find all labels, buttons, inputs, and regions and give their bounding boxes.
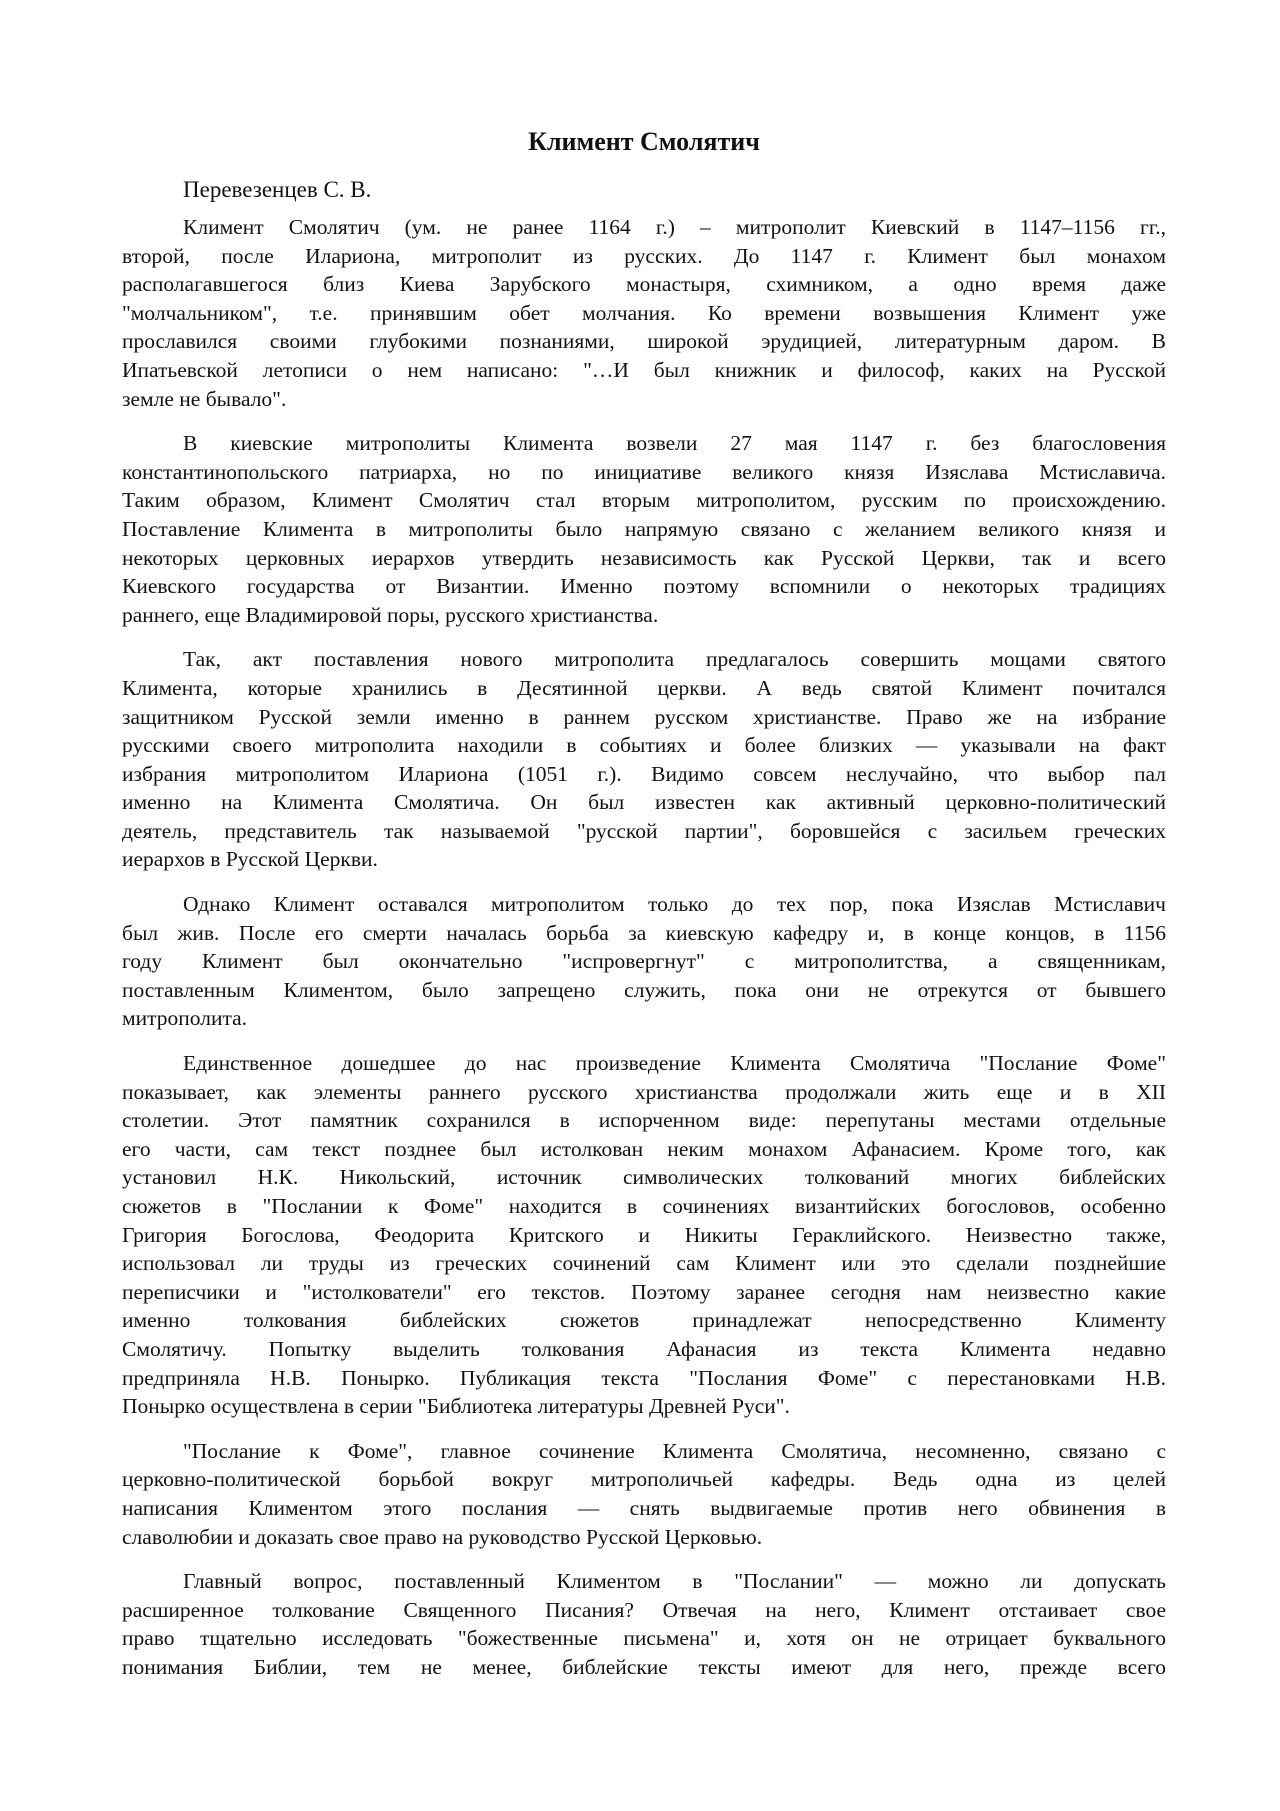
paragraph — [122, 213, 1166, 413]
text-line: Понырко осуществлена в серии "Библиотека литературы Древней Руси". — [122, 1394, 790, 1419]
document-title: Климент Смолятич — [528, 127, 760, 156]
text-line: константинопольского патриарха, но по инициативе великого князя Изяслава Мстиславича. — [122, 459, 1166, 484]
text-line: написания Климентом этого послания — снять выдвигаемые против него обвинения в — [122, 1495, 1166, 1520]
text-line: переписчики и "истолкователи" его текстов. Поэтому заранее сегодня нам неизвестно какие — [122, 1279, 1166, 1304]
paragraph — [122, 1049, 1166, 1421]
text-line: установил Н.К. Никольский, источник символических толкований многих библейских — [122, 1165, 1166, 1190]
text-line: иерархов в Русской Церкви. — [122, 847, 378, 872]
text-line: году Климент был окончательно "испровергнут" с митрополитства, а священникам, — [122, 949, 1166, 974]
text-line: второй, после Илариона, митрополит из русских. До 1147 г. Климент был монахом — [122, 243, 1166, 268]
text-line: столетии. Этот памятник сохранился в испорченном виде: перепутаны местами отдельные — [122, 1108, 1166, 1133]
text-line: Киевского государства от Византии. Именно поэтому вспомнили о некоторых традициях — [122, 574, 1166, 599]
text-line: Так, акт поставления нового митрополита предлагалось совершить мощами святого — [183, 647, 1166, 672]
paragraph — [122, 645, 1166, 874]
text-line: понимания Библии, тем не менее, библейские тексты имеют для него, прежде всего — [122, 1654, 1166, 1679]
text-line: располагавшегося близ Киева Зарубского монастыря, схимником, а одно время даже — [122, 272, 1166, 297]
text-line: Климент Смолятич (ум. не ранее 1164 г.) – митрополит Киевский в 1147–1156 гг., — [183, 215, 1166, 239]
text-line: право тщательно исследовать "божественные письмена" и, хотя он не отрицает буквального — [122, 1626, 1166, 1651]
text-line: именно на Климента Смолятича. Он был известен как активный церковно-политический — [122, 790, 1166, 815]
text-line: "Послание к Фоме", главное сочинение Климента Смолятича, несомненно, связано с — [183, 1438, 1166, 1463]
text-line: Таким образом, Климент Смолятич стал вторым митрополитом, русским по происхождению. — [122, 488, 1166, 513]
text-line: был жив. После его смерти началась борьба за киевскую кафедру и, в конце концов, в 1156 — [122, 920, 1166, 945]
text-line: митрополита. — [122, 1006, 248, 1031]
text-line: Поставление Климента в митрополиты было напрямую связано с желанием великого князя и — [122, 516, 1166, 541]
text-line: Однако Климент оставался митрополитом только до тех пор, пока Изяслав Мстиславич — [183, 892, 1166, 917]
text-line: русскими своего митрополита находили в событиях и более близких — указывали на факт — [122, 733, 1166, 758]
document-body — [122, 213, 1166, 1682]
paragraph — [122, 1567, 1166, 1681]
text-line: Главный вопрос, поставленный Климентом в "Послании" — можно ли допускать — [183, 1569, 1166, 1594]
text-line: Ипатьевской летописи о нем написано: "…И был книжник и философ, каких на Русской — [122, 357, 1166, 382]
text-line: поставленным Климентом, было запрещено служить, пока они не отрекутся от бывшего — [122, 977, 1166, 1002]
text-line: его части, сам текст позднее был истолкован неким монахом Афанасием. Кроме того, как — [122, 1136, 1166, 1161]
text-line: сюжетов в "Послании к Фоме" находится в сочинениях византийских богословов, особенно — [122, 1194, 1166, 1218]
text-line: прославился своими глубокими познаниями, широкой эрудицией, литературным даром. В — [122, 329, 1166, 354]
text-line: церковно-политической борьбой вокруг митрополичьей кафедры. Ведь одна из целей — [122, 1467, 1166, 1492]
text-line: "молчальником", т.е. принявшим обет молчания. Ко времени возвышения Климент уже — [122, 300, 1166, 325]
paragraph — [122, 890, 1166, 1033]
text-line: защитником Русской земли именно в раннем русском христианстве. Право же на избрание — [122, 704, 1166, 729]
text-line: Единственное дошедшее до нас произведение Климента Смолятича "Послание Фоме" — [183, 1051, 1166, 1076]
document-page — [122, 126, 1166, 1682]
text-line: раннего, еще Владимировой поры, русского христианства. — [122, 602, 659, 627]
text-line: расширенное толкование Священного Писания? Отвечая на него, Климент отстаивает свое — [122, 1597, 1166, 1622]
text-line: деятель, представитель так называемой "русской партии", боровшейся с засильем греческих — [122, 818, 1166, 843]
text-line: Смолятичу. Попытку выделить толкования Афанасия из текста Климента недавно — [122, 1336, 1166, 1361]
text-line: Григория Богослова, Феодорита Критского и Никиты Гераклийского. Неизвестно также, — [122, 1222, 1166, 1247]
text-line: предприняла Н.В. Понырко. Публикация текста "Послания Фоме" с перестановками Н.В. — [122, 1365, 1166, 1390]
document-author: Перевезенцев С. В. — [183, 177, 372, 202]
text-line: некоторых церковных иерархов утвердить независимость как Русской Церкви, так и всего — [122, 545, 1166, 570]
text-line: земле не бывало". — [122, 386, 287, 411]
paragraph — [122, 429, 1166, 629]
text-line: славолюбии и доказать свое право на руководство Русской Церковью. — [122, 1524, 763, 1549]
text-line: Климента, которые хранились в Десятинной церкви. А ведь святой Климент почитался — [122, 675, 1166, 700]
text-line: показывает, как элементы раннего русского христианства продолжали жить еще и в XII — [122, 1079, 1166, 1104]
text-line: именно толкования библейских сюжетов принадлежат непосредственно Клименту — [122, 1308, 1166, 1333]
paragraph — [122, 1437, 1166, 1551]
text-line: использовал ли труды из греческих сочинений сам Климент или это сделали позднейшие — [122, 1251, 1166, 1276]
text-line: В киевские митрополиты Климента возвели 27 мая 1147 г. без благословения — [183, 431, 1166, 456]
text-line: избрания митрополитом Илариона (1051 г.). Видимо совсем неслучайно, что выбор пал — [122, 761, 1166, 786]
